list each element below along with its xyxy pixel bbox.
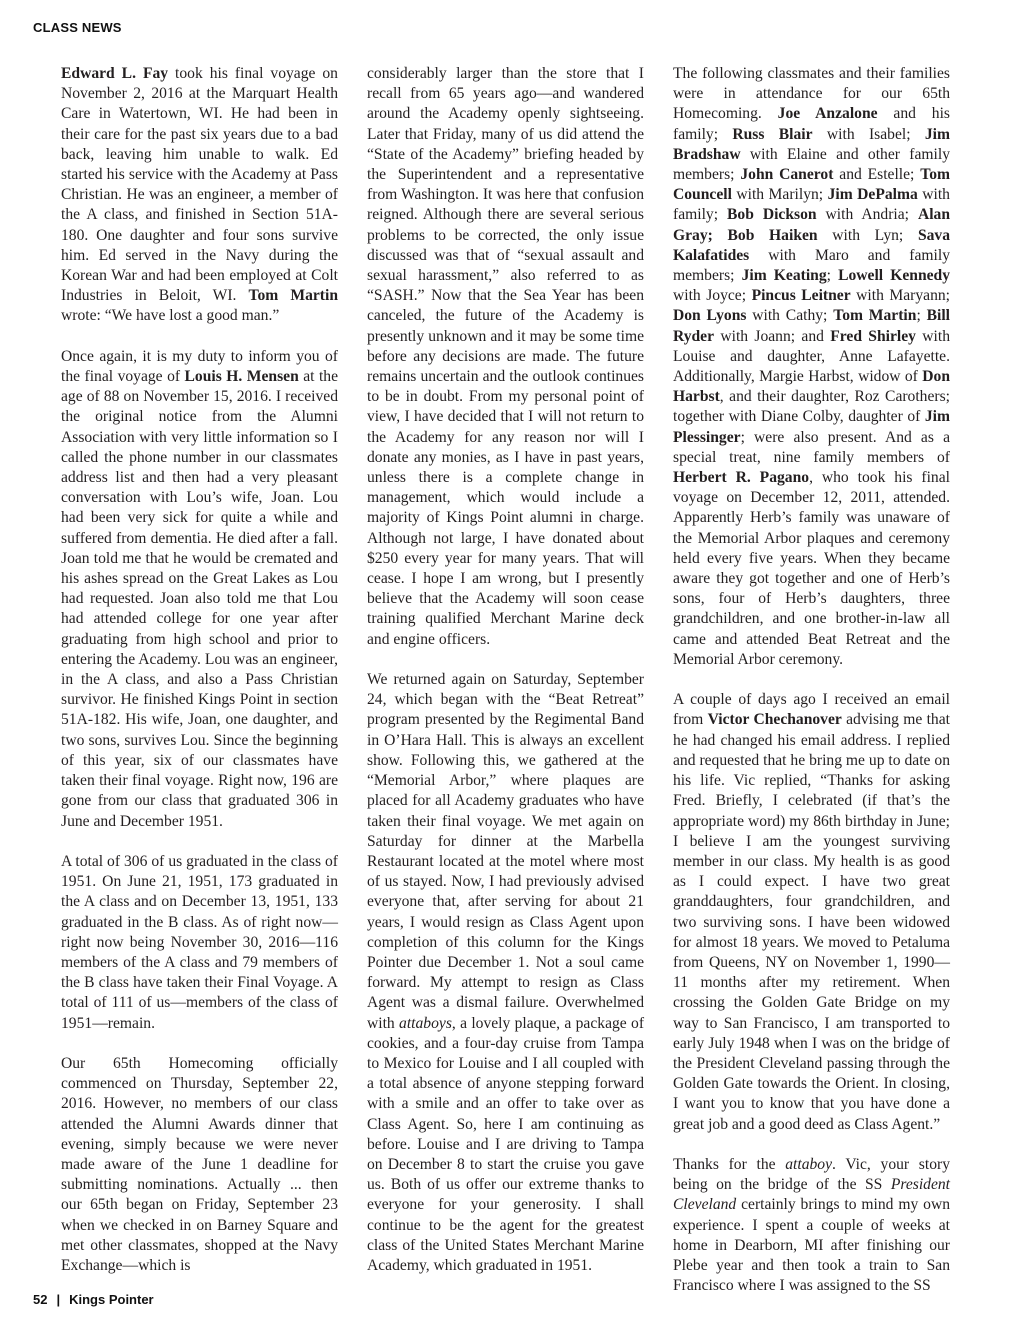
column-2 <box>367 64 644 1274</box>
paragraph: Our 65th Homecoming officially commenced on Thursday, September 22, 2016. However, no members of our class attended the Alumni Awards dinner that evening, simply because we were never made aware of the June 1 deadline for submitting nominations. Actually ... then our 65th began on Friday, September 23 when we checked in on Barney Square and met other classmates, shopped at the Navy Exchange—which is <box>61 1054 338 1274</box>
bold-name: Bill Ryder <box>673 307 950 345</box>
bold-name: Bob Dickson <box>727 206 817 224</box>
paragraph: Thanks for the attaboy. Vic, your story being on the bridge of the SS President Cleveland certainly brings to mind my own experience. I spent a couple of weeks at home in Dearborn, MI after finishing our Plebe year and then took a train to San Francisco where I was assigned to the SS <box>673 1155 950 1295</box>
bold-name: John Canerot <box>740 166 834 184</box>
bold-name: Edward L. Fay <box>61 65 169 82</box>
paragraph: The following classmates and their families were in attendance for our 65th Homecoming. Joe Anzalone and his family; Russ Blair with Isabel; Jim Bradshaw with Elaine and other family members; John Canerot and Estelle; Tom Councell with Marilyn; Jim DePalma with family; Bob Dickson with Andria; Alan Gray; Bob Haiken with Lyn; Sava Kalafatides with Maro and family members; Jim Keating; Lowell Kennedy with Joyce; Pincus Leitner with Maryann; Don Lyons with Cathy; Tom Martin; Bill Ryder with Joann; and Fred Shirley with Louise and daughter, Anne Lafayette. Additionally, Margie Harbst, widow of Don Harbst, and their daughter, Roz Carothers; together with Diane Colby, daughter of Jim Plessinger; were also present. And as a special treat, nine family members of Herbert R. Pagano, who took his final voyage on December 12, 2011, attended. Apparently Herb’s family was unaware of the Memorial Arbor plaques and ceremony held every five years. When they became aware they got together and one of Herb’s sons, four of Herb’s daughters, three grandchildren, and one brother-in-law all came and attended Beat Retreat and the Memorial Arbor ceremony. <box>673 65 951 668</box>
paragraph: A total of 306 of us graduated in the class of 1951. On June 21, 1951, 173 graduated in the A class and on December 13, 1951, 133 graduated in the B class. As of right now—right now being November 30, 2016—116 members of the A class and 79 members of the B class have taken their Final Voyage. A total of 111 of us—members of the class of 1951—remain. <box>61 852 338 1032</box>
bold-name: Lowell Kennedy <box>838 267 951 285</box>
bold-name: Joe Anzalone <box>777 105 878 123</box>
page-number: 52 <box>33 1292 48 1307</box>
section-label: CLASS NEWS <box>33 20 122 35</box>
paragraph: Once again, it is my duty to inform you of the final voyage of Louis H. Mensen at the age of 88 on November 15, 2016. I received the original notice from the Alumni Association with very little information so I called the phone number in our classmates address list and then had a very pleasant conversation with Lou’s wife, Joan. Lou had been very sick for quite a while and suffered from dementia. He died after a fall. Joan told me that he would be cremated and his ashes spread on the Great Lakes as Lou had requested. Joan also told me that Lou had attended college for one year after graduating from high school and prior to entering the Academy. Lou was an engineer, in the A class, and also a Pass Christian survivor. He finished Kings Point in section 51A-182. His wife, Joan, one daughter, and two sons, survives Lou. Since the beginning of this year, six of our classmates have taken their final voyage. Right now, 196 are gone from our class that graduated 306 in June and December 1951. <box>61 347 338 830</box>
column-3 <box>673 64 951 1295</box>
bold-name: Don Harbst <box>673 368 950 406</box>
footer-separator: | <box>56 1292 61 1307</box>
bold-name: Jim Bradshaw <box>673 125 950 163</box>
bold-name: Sava Kalafatides <box>673 226 951 264</box>
bold-name: Victor Chechanover <box>707 711 842 729</box>
paragraph: considerably larger than the store that I recall from 65 years ago—and wandered around the Academy openly sightseeing. Later that Friday, many of us did attend the “State of the Academy” briefing headed by the Superintendent and a representative from Washington. It was here that confusion reigned. Although there are several serious problems to be corrected, the only issue discussed was that of “sexual assault and sexual harassment,” also referred to as “SASH.” Now that the Sea Year has been canceled, the future of the Academy is presently unknown and it may be some time before any decisions are made. The future remains uncertain and the outlook continues to be in doubt. From my personal point of view, I have decided that I will not return to the Academy for any reason nor will I donate any monies, as I have in past years, unless there is a complete change in management, which would include a majority of Kings Point alumni in charge. Although not large, I have donated about $250 every year for many years. That will cease. I hope I am wrong, but I presently believe that the Academy will soon cease training qualified Merchant Marine deck and engine officers. <box>367 65 644 648</box>
bold-name: Louis H. Mensen <box>184 368 299 386</box>
column-1 <box>61 64 338 1274</box>
bold-name: Jim Plessinger <box>673 408 950 446</box>
bold-name: Tom Martin <box>248 287 338 305</box>
italic-text: attaboys <box>399 1014 452 1032</box>
paragraph: Edward L. Fay took his final voyage on November 2, 2016 at the Marquart Health Care in Watertown, WI. He had been in their care for the past six years due to a bad back, leaving him unable to walk. Ed started his service with the Academy at Pass Christian. He was an engineer, a member of the A class, and finished in Section 51A-180. One daughter and four sons survive him. Ed served in the Navy during the Korean War and had been employed at Colt Industries in Beloit, WI. Tom Martin wrote: “We have lost a good man.” <box>61 65 338 325</box>
article-body <box>61 64 951 1295</box>
italic-text: attaboy <box>785 1155 833 1173</box>
page-footer <box>33 1292 154 1307</box>
paragraph: We returned again on Saturday, September 24, which began with the “Beat Retreat” program presented by the Regimental Band in O’Hara Hall. This is always an excellent show. Following this, we gathered at the “Memorial Arbor,” where plaques are placed for all Academy graduates who have taken their final voyage. We met again on Saturday for dinner at the Marbella Restaurant located at the motel where most of us stayed. Now, I had previously advised everyone that, after serving for about 21 years, I would resign as Class Agent upon completion of this column for the Kings Pointer due December 1. Not a soul came forward. My attempt to resign as Class Agent was a dismal failure. Overwhelmed with attaboys, a lovely plaque, a package of cookies, and a four-day cruise from Tampa to Mexico for Louise and I all coupled with a total absence of anyone stepping forward with a smile and an offer to take over as Class Agent. So, here I am continuing as before. Louise and I are driving to Tampa on December 8 to start the cruise you gave us. Both of us offer our extreme thanks to everyone for your generosity. I shall continue to be the agent for the greatest class of the United States Merchant Marine Academy, which graduated in 1951. <box>367 671 645 1274</box>
bold-name: Fred Shirley <box>830 327 916 345</box>
bold-name: Tom Martin <box>833 307 917 325</box>
bold-name: Pincus Leitner <box>751 287 851 305</box>
bold-name: Russ Blair <box>732 125 813 143</box>
paragraph: A couple of days ago I received an email from Victor Chechanover advising me that he had changed his email address. I replied and requested that he bring me up to date on his life. Vic replied, “Thanks for asking Fred. Briefly, I celebrated (if that’s the appropriate word) my 86th birthday in June; I believe I am the youngest surviving member in our class. My health is as good as I could expect. I have two great granddaughters, four grandchildren, and two surviving sons. I have been widowed for almost 18 years. We moved to Petaluma from Queens, NY on November 1, 1990—11 months after my retirement. When crossing the Golden Gate Bridge on my way to San Francisco, I am transported to early July 1948 when I was on the bridge of the President Cleveland passing through the Golden Gate towards the Orient. In closing, I want you to know that you have done a great job and a good deed as Class Agent.” <box>673 691 950 1133</box>
bold-name: Herbert R. Pagano <box>673 469 810 487</box>
bold-name: Jim Keating <box>741 267 827 285</box>
bold-name: Alan Gray; Bob Haiken <box>673 206 951 244</box>
italic-text: President Cleveland <box>673 1176 950 1214</box>
bold-name: Jim DePalma <box>827 186 918 204</box>
bold-name: Tom Councell <box>673 166 951 204</box>
bold-name: Don Lyons <box>673 307 747 325</box>
publication-name: Kings Pointer <box>69 1292 154 1307</box>
